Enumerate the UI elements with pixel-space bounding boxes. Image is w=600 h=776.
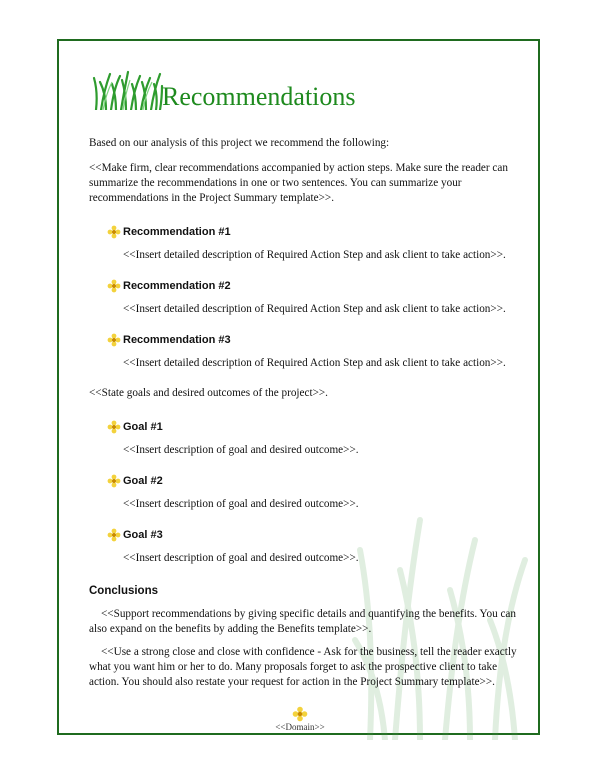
goal-item bbox=[107, 473, 519, 512]
goal-title: Goal #1 bbox=[123, 420, 163, 433]
flower-bullet-icon bbox=[107, 528, 121, 542]
recommendation-item bbox=[107, 224, 519, 263]
goal-description: <<Insert description of goal and desired outcome>>. bbox=[123, 498, 359, 510]
flower-bullet-icon bbox=[107, 225, 121, 239]
page-title: Recommendations bbox=[162, 82, 356, 111]
grass-logo bbox=[92, 70, 164, 110]
recommendation-description: <<Insert detailed description of Required Action Step and ask client to take action>>. bbox=[123, 357, 506, 369]
recommendation-title: Recommendation #2 bbox=[123, 279, 231, 292]
footer-domain: <<Domain>> bbox=[275, 722, 325, 732]
goal-description: <<Insert description of goal and desired outcome>>. bbox=[123, 552, 359, 564]
goals-intro: <<State goals and desired outcomes of the project>>. bbox=[89, 387, 328, 399]
goal-description: <<Insert description of goal and desired outcome>>. bbox=[123, 444, 359, 456]
flower-bullet-icon bbox=[107, 333, 121, 347]
goal-title: Goal #2 bbox=[123, 474, 163, 487]
conclusions-paragraph-2: <<Use a strong close and close with confidence - Ask for the business, tell the reader exactly what you want him or her to do. Many proposals forget to ask the prospective client to take action. You should also restate your request for action in the Project Summary template>>. bbox=[89, 646, 517, 688]
intro-text: Based on our analysis of this project we recommend the following: bbox=[89, 137, 390, 149]
document-body bbox=[89, 136, 519, 690]
recommendation-title: Recommendation #3 bbox=[123, 333, 231, 346]
goal-item bbox=[107, 527, 519, 566]
conclusions-heading: Conclusions bbox=[89, 585, 159, 597]
recommendation-title: Recommendation #1 bbox=[123, 225, 231, 238]
conclusions-paragraph-1: <<Support recommendations by giving specific details and quantifying the benefits. You can also expand on the benefits by adding the Benefits template>>. bbox=[89, 608, 516, 635]
flower-bullet-icon bbox=[107, 474, 121, 488]
recommendation-description: <<Insert detailed description of Required Action Step and ask client to take action>>. bbox=[123, 249, 506, 261]
recommendation-item bbox=[107, 332, 519, 371]
page-footer bbox=[0, 706, 600, 732]
goal-title: Goal #3 bbox=[123, 528, 163, 541]
recommendations-list bbox=[107, 224, 519, 371]
flower-bullet-icon bbox=[107, 279, 121, 293]
goal-item bbox=[107, 419, 519, 458]
flower-icon bbox=[292, 706, 308, 722]
recommendation-item bbox=[107, 278, 519, 317]
goals-list bbox=[107, 419, 519, 566]
recommendation-description: <<Insert detailed description of Required Action Step and ask client to take action>>. bbox=[123, 303, 506, 315]
summary-note: <<Make firm, clear recommendations accompanied by action steps. Make sure the reader can summarize the recommendations in one or two sentences. You can summarize your recommendations in the Project Summary template>>. bbox=[89, 162, 508, 204]
flower-bullet-icon bbox=[107, 420, 121, 434]
